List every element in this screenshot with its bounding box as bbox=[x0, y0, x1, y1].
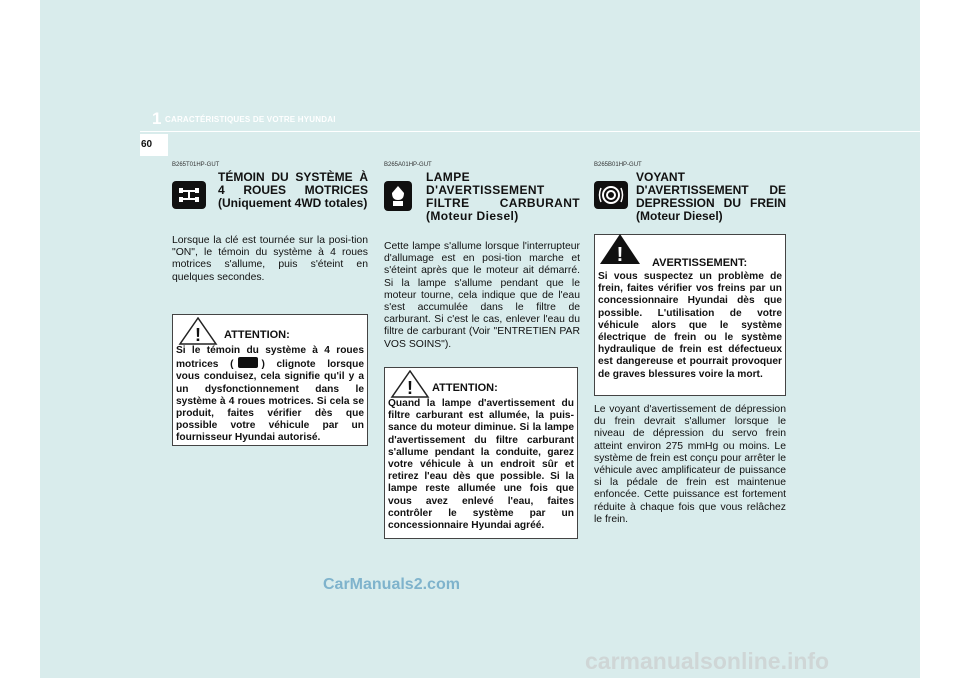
warning-box-fuel-filter bbox=[384, 367, 578, 539]
warning-label: ATTENTION: bbox=[224, 329, 290, 341]
svg-text:!: ! bbox=[407, 378, 413, 398]
section-code: B265T01HP-GUT bbox=[172, 162, 220, 168]
brake-vacuum-icon bbox=[594, 181, 628, 209]
warning-triangle-icon bbox=[390, 370, 430, 398]
page-number: 60 bbox=[141, 139, 153, 150]
section-title: VOYANT D'AVERTISSEMENT DE DEPRESSION DU FREIN (Moteur Diesel) bbox=[636, 170, 786, 223]
warning-text: Si vous suspectez un problème de frein, faites vérifier vos freins par un concessionnaire Hyundai dès que possible. L'utilisation de votre véhicule alors que le système électrique de frein ou le système hydraulique de frein est défectueux est dangereuse et pourrait provoquer de graves blessures voire la mort. bbox=[598, 271, 782, 380]
section-brake-vacuum bbox=[594, 162, 790, 241]
warning-text-part1: Si le témoin du système à 4 roues motrices ( bbox=[176, 345, 364, 371]
chapter-title: CARACTÉRISTIQUES DE VOTRE HYUNDAI bbox=[165, 115, 336, 124]
svg-text:!: ! bbox=[195, 325, 201, 345]
warning-box-4wd bbox=[172, 314, 368, 446]
warning-box-brake bbox=[594, 234, 786, 396]
section-4wd bbox=[172, 162, 368, 284]
4wd-system-icon bbox=[172, 181, 206, 209]
footer-watermark: carmanualsonline.info bbox=[585, 648, 830, 674]
site-watermark: CarManuals2.com bbox=[323, 576, 460, 593]
header-rule bbox=[140, 131, 920, 132]
warning-text: Quand la lampe d'avertissement du filtre carburant est allumée, la puis-sance du moteur diminue. Si la lampe d'avertissement du filtre carburant s'allume pendant la conduite, garez votre véhicule à un endroit sûr et retirez l'eau dès que possible. Si la lampe reste allumée une fois que vous avez enlevé l'eau, faites contrôler le système par un concessionnaire Hyundai agréé. bbox=[388, 398, 574, 532]
section-fuel-filter bbox=[384, 162, 580, 351]
chapter-number: 1 bbox=[152, 109, 162, 128]
section-body: Lorsque la clé est tournée sur la posi-tion "ON", le témoin du système à 4 roues motrices s'allume, puis s'éteint en quelques secondes. bbox=[172, 235, 368, 283]
warning-triangle-icon bbox=[178, 317, 218, 345]
warning-text-part2: ) clignote lorsque vous conduisez, cela signifie qu'il y a un dysfonctionnement dans le système à 4 roues motrices. Si cela se produit, faites vérifier dès que possible votre véhicule par un fournisseur Hyundai autorisé. bbox=[176, 359, 364, 444]
section-code: B265A01HP-GUT bbox=[384, 162, 432, 168]
warning-triangle-icon bbox=[598, 233, 642, 265]
section-body-brake: Le voyant d'avertissement de dépression du frein devrait s'allumer lorsque le niveau de dépression du servo frein atteint environ 275 mmHg ou moins. Le système de frein est conçu pour arrêter le véhicule avec amplificateur de puissance si la pédale de frein est maintenue enfoncée. Cette puissance est fortement réduite à chaque fois que vous relâchez le frein. bbox=[594, 404, 786, 525]
warning-label: ATTENTION: bbox=[432, 382, 498, 394]
svg-text:!: ! bbox=[616, 244, 624, 265]
4wd-inline-icon bbox=[238, 357, 258, 368]
section-title: TÉMOIN DU SYSTÈME À 4 ROUES MOTRICES (Uniquement 4WD totales) bbox=[218, 170, 368, 210]
section-title: LAMPE D'AVERTISSEMENT FILTRE CARBURANT (Moteur Diesel) bbox=[426, 170, 580, 223]
section-body: Cette lampe s'allume lorsque l'interrupteur d'allumage est en posi-tion marche et s'éteint après que le moteur ait démarré. Si la lampe s'allume pendant que le moteur tourne, cela indique que de l'eau s'est accumulée dans le filtre de carburant. Si c'est le cas, enlever l'eau du filtre de carburant (Voir "ENTRETIEN PAR VOS SOINS"). bbox=[384, 241, 580, 350]
section-code: B265B01HP-GUT bbox=[594, 162, 642, 168]
fuel-filter-icon bbox=[384, 181, 412, 211]
warning-label: AVERTISSEMENT: bbox=[652, 257, 748, 269]
